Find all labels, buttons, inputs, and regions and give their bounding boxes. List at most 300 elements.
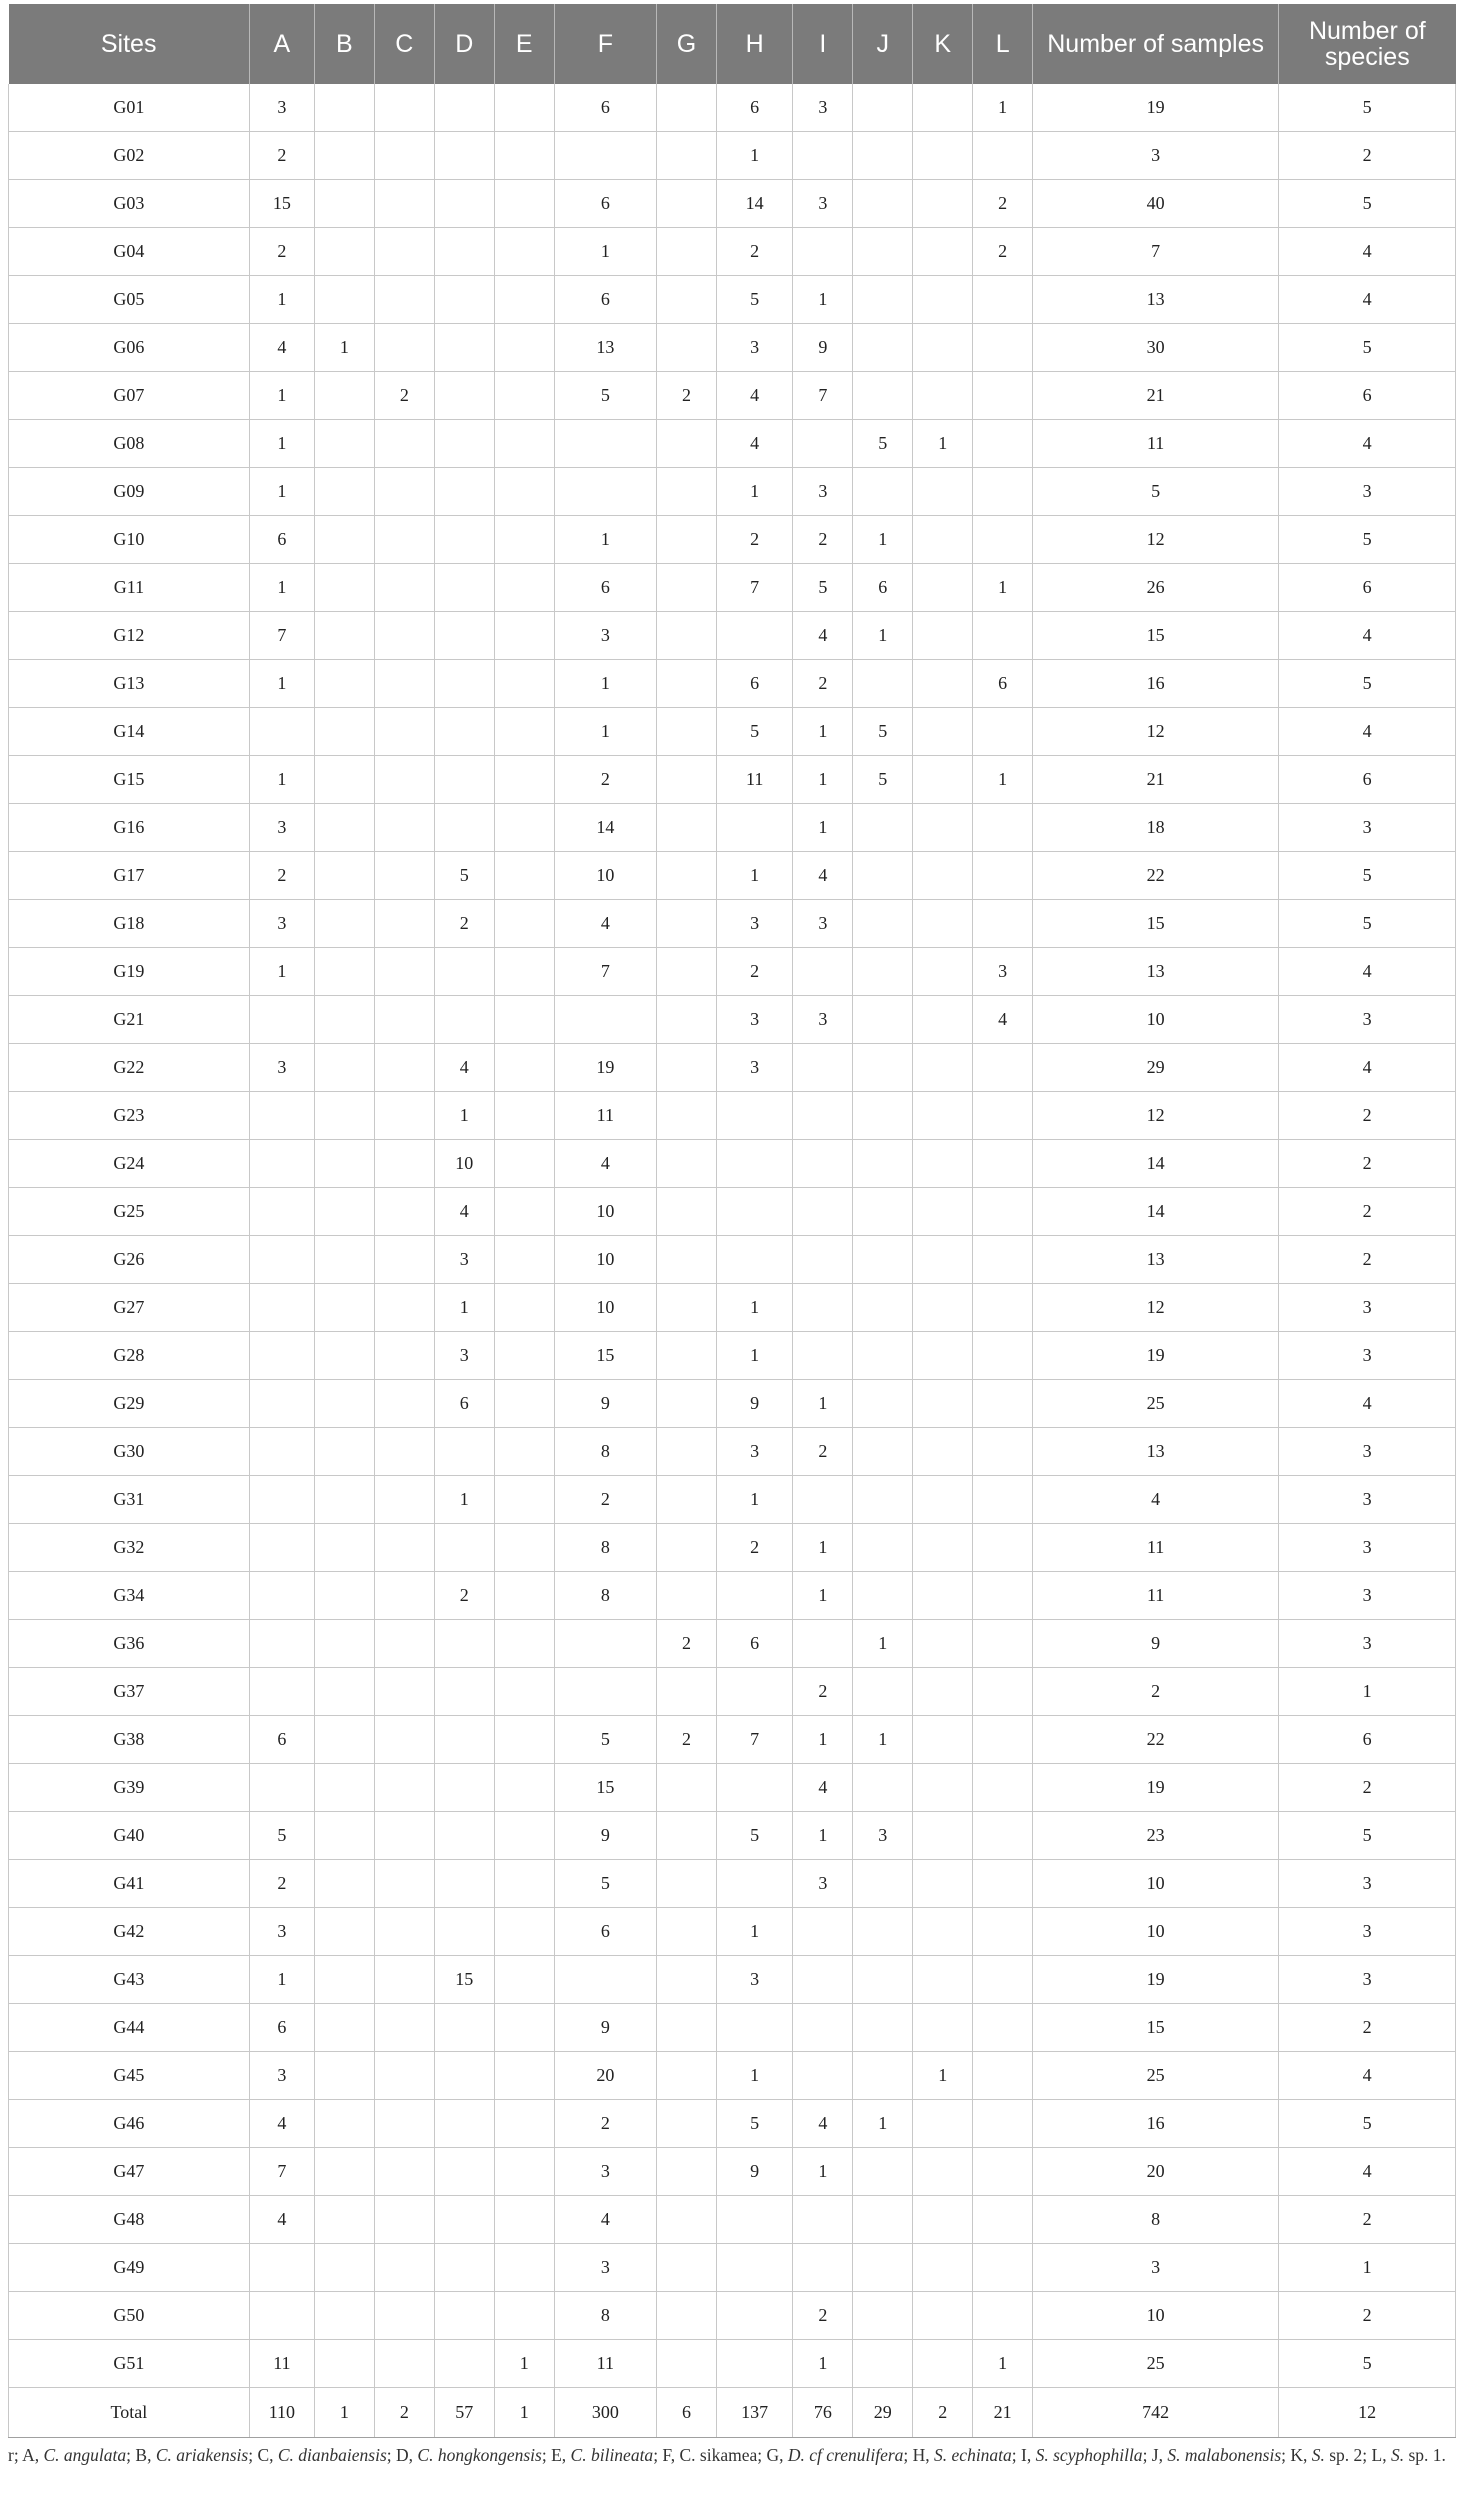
count-cell: 5: [249, 1812, 314, 1860]
count-cell: [434, 2100, 494, 2148]
count-cell: [656, 1860, 716, 1908]
site-cell: G21: [9, 996, 250, 1044]
count-cell: 10: [1033, 2292, 1279, 2340]
column-header: L: [973, 4, 1033, 84]
count-cell: [913, 1620, 973, 1668]
count-cell: 3: [1279, 1956, 1456, 2004]
count-cell: 20: [1033, 2148, 1279, 2196]
footnote-segment: sp. 2; L,: [1324, 2445, 1391, 2465]
footnote-segment: ; D,: [386, 2445, 418, 2465]
site-cell: G47: [9, 2148, 250, 2196]
count-cell: [434, 612, 494, 660]
site-cell: G09: [9, 468, 250, 516]
count-cell: 3: [434, 1332, 494, 1380]
count-cell: [853, 1668, 913, 1716]
table-row: [9, 1284, 1456, 1332]
count-cell: 5: [716, 1812, 792, 1860]
count-cell: 1: [793, 756, 853, 804]
count-cell: [374, 180, 434, 228]
count-cell: [314, 1524, 374, 1572]
count-cell: [973, 1620, 1033, 1668]
count-cell: [853, 2196, 913, 2244]
count-cell: 3: [249, 1044, 314, 1092]
count-cell: [314, 612, 374, 660]
count-cell: [314, 1380, 374, 1428]
count-cell: [249, 1428, 314, 1476]
table-row: [9, 180, 1456, 228]
table-row: [9, 2100, 1456, 2148]
count-cell: [314, 1572, 374, 1620]
table-row: [9, 1092, 1456, 1140]
count-cell: [853, 1332, 913, 1380]
count-cell: [494, 708, 554, 756]
count-cell: 3: [716, 1956, 792, 2004]
count-cell: 4: [793, 612, 853, 660]
count-cell: 1: [853, 1716, 913, 1764]
site-cell: G26: [9, 1236, 250, 1284]
count-cell: [374, 2004, 434, 2052]
count-cell: [853, 372, 913, 420]
table-row: [9, 468, 1456, 516]
count-cell: [853, 276, 913, 324]
count-cell: [314, 1332, 374, 1380]
count-cell: [494, 2292, 554, 2340]
count-cell: [853, 1188, 913, 1236]
count-cell: 1: [716, 1332, 792, 1380]
count-cell: [374, 1188, 434, 1236]
count-cell: 3: [554, 2244, 656, 2292]
footnote-segment: ; K,: [1281, 2445, 1312, 2465]
count-cell: [973, 1908, 1033, 1956]
count-cell: [434, 372, 494, 420]
count-cell: [973, 372, 1033, 420]
table-row: [9, 2148, 1456, 2196]
count-cell: [434, 2340, 494, 2388]
table-row: [9, 1140, 1456, 1188]
count-cell: 3: [1279, 804, 1456, 852]
count-cell: 1: [716, 468, 792, 516]
count-cell: [434, 2052, 494, 2100]
count-cell: [973, 2052, 1033, 2100]
count-cell: 6: [434, 1380, 494, 1428]
count-cell: [494, 1716, 554, 1764]
count-cell: 13: [554, 324, 656, 372]
count-cell: [494, 1380, 554, 1428]
count-cell: [913, 1284, 973, 1332]
count-cell: [913, 948, 973, 996]
count-cell: [853, 1140, 913, 1188]
count-cell: [913, 1812, 973, 1860]
count-cell: 9: [716, 2148, 792, 2196]
count-cell: [374, 228, 434, 276]
count-cell: [314, 1092, 374, 1140]
count-cell: [434, 84, 494, 132]
count-cell: 11: [1033, 1572, 1279, 1620]
count-cell: [656, 516, 716, 564]
count-cell: [913, 372, 973, 420]
count-cell: 4: [249, 324, 314, 372]
count-cell: [656, 1476, 716, 1524]
count-cell: [656, 1428, 716, 1476]
count-cell: [793, 2196, 853, 2244]
count-cell: [656, 1380, 716, 1428]
count-cell: [793, 2052, 853, 2100]
count-cell: [554, 132, 656, 180]
footnote-segment: ; F, C. sikamea; G,: [653, 2445, 788, 2465]
count-cell: [853, 2244, 913, 2292]
count-cell: 10: [1033, 996, 1279, 1044]
count-cell: 3: [973, 948, 1033, 996]
site-cell: G05: [9, 276, 250, 324]
count-cell: [554, 468, 656, 516]
count-cell: 25: [1033, 2052, 1279, 2100]
count-cell: [656, 1044, 716, 1092]
site-cell: G42: [9, 1908, 250, 1956]
count-cell: [314, 1476, 374, 1524]
count-cell: [853, 84, 913, 132]
count-cell: [656, 2196, 716, 2244]
count-cell: [656, 2052, 716, 2100]
count-cell: [249, 1524, 314, 1572]
count-cell: 2: [1279, 1188, 1456, 1236]
count-cell: 5: [434, 852, 494, 900]
count-cell: [793, 1092, 853, 1140]
count-cell: [973, 1764, 1033, 1812]
count-cell: [853, 1380, 913, 1428]
count-cell: 6: [1279, 372, 1456, 420]
count-cell: 19: [1033, 84, 1279, 132]
count-cell: [494, 804, 554, 852]
footnote-segment: D. cf crenulifera: [787, 2445, 904, 2465]
table-row: [9, 1956, 1456, 2004]
site-cell: G15: [9, 756, 250, 804]
count-cell: [853, 180, 913, 228]
count-cell: [374, 1572, 434, 1620]
count-cell: [913, 708, 973, 756]
count-cell: [434, 1908, 494, 1956]
count-cell: 5: [793, 564, 853, 612]
count-cell: [793, 1044, 853, 1092]
count-cell: [913, 1908, 973, 1956]
table-row: [9, 660, 1456, 708]
count-cell: [434, 996, 494, 1044]
count-cell: 2: [249, 1860, 314, 1908]
count-cell: [434, 804, 494, 852]
count-cell: [374, 516, 434, 564]
count-cell: [434, 132, 494, 180]
total-cell: 1: [314, 2388, 374, 2438]
count-cell: 7: [249, 2148, 314, 2196]
count-cell: [249, 1572, 314, 1620]
count-cell: 2: [1033, 1668, 1279, 1716]
table-row: [9, 84, 1456, 132]
table-row: [9, 1572, 1456, 1620]
count-cell: [793, 1476, 853, 1524]
count-cell: 5: [1279, 660, 1456, 708]
count-cell: 16: [1033, 660, 1279, 708]
count-cell: [374, 1668, 434, 1716]
count-cell: [913, 756, 973, 804]
table-row: [9, 564, 1456, 612]
count-cell: 19: [1033, 1332, 1279, 1380]
total-cell: 76: [793, 2388, 853, 2438]
count-cell: 3: [554, 2148, 656, 2196]
count-cell: 2: [249, 228, 314, 276]
count-cell: [793, 1140, 853, 1188]
count-cell: [656, 84, 716, 132]
count-cell: [314, 180, 374, 228]
count-cell: [656, 1956, 716, 2004]
count-cell: [973, 1044, 1033, 1092]
count-cell: 1: [853, 612, 913, 660]
count-cell: [494, 2148, 554, 2196]
site-cell: G38: [9, 1716, 250, 1764]
count-cell: [434, 1620, 494, 1668]
count-cell: [656, 2340, 716, 2388]
count-cell: [656, 2292, 716, 2340]
count-cell: [716, 1860, 792, 1908]
site-cell: G24: [9, 1140, 250, 1188]
count-cell: 14: [1033, 1188, 1279, 1236]
count-cell: 30: [1033, 324, 1279, 372]
count-cell: [434, 948, 494, 996]
count-cell: [494, 1044, 554, 1092]
count-cell: 2: [434, 1572, 494, 1620]
count-cell: 8: [554, 1524, 656, 1572]
count-cell: 6: [716, 1620, 792, 1668]
count-cell: [434, 2004, 494, 2052]
count-cell: [716, 2292, 792, 2340]
count-cell: [554, 1956, 656, 2004]
count-cell: 2: [716, 516, 792, 564]
count-cell: [434, 1428, 494, 1476]
count-cell: [716, 2004, 792, 2052]
count-cell: [656, 180, 716, 228]
count-cell: [716, 1764, 792, 1812]
count-cell: 5: [853, 708, 913, 756]
count-cell: [554, 996, 656, 1044]
count-cell: 1: [853, 516, 913, 564]
count-cell: [314, 420, 374, 468]
count-cell: [973, 2100, 1033, 2148]
count-cell: 16: [1033, 2100, 1279, 2148]
footnote-segment: C. bilineata: [570, 2445, 654, 2465]
count-cell: [434, 1716, 494, 1764]
count-cell: [374, 420, 434, 468]
count-cell: 1: [554, 708, 656, 756]
count-cell: [793, 1284, 853, 1332]
column-header: D: [434, 4, 494, 84]
count-cell: 4: [249, 2196, 314, 2244]
count-cell: 9: [793, 324, 853, 372]
site-cell: G01: [9, 84, 250, 132]
count-cell: 13: [1033, 948, 1279, 996]
total-cell: 21: [973, 2388, 1033, 2438]
count-cell: [374, 1860, 434, 1908]
footnote-segment: r; A,: [8, 2445, 44, 2465]
count-cell: 4: [1279, 2148, 1456, 2196]
count-cell: 2: [656, 1620, 716, 1668]
footnote-segment: C. dianbaiensis: [277, 2445, 387, 2465]
count-cell: [913, 180, 973, 228]
count-cell: [913, 1572, 973, 1620]
count-cell: 3: [434, 1236, 494, 1284]
count-cell: 25: [1033, 1380, 1279, 1428]
site-cell: G08: [9, 420, 250, 468]
count-cell: 3: [1279, 1284, 1456, 1332]
site-cell: G36: [9, 1620, 250, 1668]
count-cell: [793, 948, 853, 996]
count-cell: 5: [1279, 324, 1456, 372]
table-row: [9, 1476, 1456, 1524]
count-cell: [913, 276, 973, 324]
column-header: F: [554, 4, 656, 84]
table-row: [9, 2052, 1456, 2100]
count-cell: [973, 1140, 1033, 1188]
site-cell: G29: [9, 1380, 250, 1428]
count-cell: 4: [1279, 276, 1456, 324]
site-cell: G03: [9, 180, 250, 228]
count-cell: 9: [716, 1380, 792, 1428]
table-body: [9, 84, 1456, 2438]
count-cell: [494, 2196, 554, 2244]
count-cell: 13: [1033, 1428, 1279, 1476]
count-cell: [656, 2244, 716, 2292]
count-cell: [494, 2052, 554, 2100]
count-cell: [494, 1140, 554, 1188]
column-header: C: [374, 4, 434, 84]
count-cell: [913, 660, 973, 708]
count-cell: [913, 132, 973, 180]
table-row: [9, 708, 1456, 756]
count-cell: [374, 2148, 434, 2196]
count-cell: [314, 2004, 374, 2052]
count-cell: 3: [716, 900, 792, 948]
count-cell: 2: [793, 2292, 853, 2340]
count-cell: [656, 564, 716, 612]
count-cell: 1: [434, 1284, 494, 1332]
site-cell: G28: [9, 1332, 250, 1380]
count-cell: [249, 1620, 314, 1668]
column-header: Number of species: [1279, 4, 1456, 84]
total-cell: 300: [554, 2388, 656, 2438]
count-cell: 4: [793, 852, 853, 900]
count-cell: 2: [793, 516, 853, 564]
count-cell: [973, 2244, 1033, 2292]
count-cell: 11: [554, 2340, 656, 2388]
count-cell: 10: [434, 1140, 494, 1188]
count-cell: [853, 228, 913, 276]
count-cell: [716, 2340, 792, 2388]
count-cell: [314, 1284, 374, 1332]
count-cell: 2: [656, 372, 716, 420]
count-cell: 1: [716, 2052, 792, 2100]
count-cell: [494, 1092, 554, 1140]
site-cell: G11: [9, 564, 250, 612]
count-cell: [434, 1812, 494, 1860]
table-row: [9, 324, 1456, 372]
footnote-segment: S.: [1311, 2445, 1325, 2465]
count-cell: [374, 2244, 434, 2292]
table-row: [9, 1236, 1456, 1284]
table-row: [9, 996, 1456, 1044]
count-cell: 3: [1279, 1332, 1456, 1380]
footnote-segment: ; C,: [248, 2445, 278, 2465]
count-cell: [793, 1332, 853, 1380]
count-cell: [656, 900, 716, 948]
count-cell: [913, 1140, 973, 1188]
count-cell: [913, 2340, 973, 2388]
count-cell: [913, 996, 973, 1044]
count-cell: [314, 84, 374, 132]
count-cell: 10: [1033, 1860, 1279, 1908]
count-cell: [494, 1908, 554, 1956]
count-cell: [913, 1428, 973, 1476]
count-cell: [494, 1236, 554, 1284]
count-cell: [913, 2004, 973, 2052]
count-cell: [494, 372, 554, 420]
site-cell: G31: [9, 1476, 250, 1524]
count-cell: [913, 2196, 973, 2244]
count-cell: [374, 1236, 434, 1284]
count-cell: 1: [554, 228, 656, 276]
count-cell: [793, 228, 853, 276]
count-cell: [973, 1284, 1033, 1332]
table-row: [9, 2196, 1456, 2244]
count-cell: 1: [494, 2340, 554, 2388]
count-cell: [314, 2100, 374, 2148]
count-cell: [314, 1620, 374, 1668]
site-cell: G41: [9, 1860, 250, 1908]
count-cell: [374, 852, 434, 900]
count-cell: [973, 516, 1033, 564]
count-cell: 1: [973, 564, 1033, 612]
count-cell: [494, 900, 554, 948]
count-cell: 1: [793, 804, 853, 852]
count-cell: 2: [249, 852, 314, 900]
footnote-segment: C. angulata: [43, 2445, 127, 2465]
count-cell: [793, 1236, 853, 1284]
count-cell: [853, 324, 913, 372]
count-cell: [913, 1476, 973, 1524]
count-cell: [656, 2100, 716, 2148]
count-cell: [973, 1716, 1033, 1764]
count-cell: 8: [554, 1572, 656, 1620]
count-cell: [374, 948, 434, 996]
count-cell: [314, 948, 374, 996]
count-cell: [913, 1092, 973, 1140]
count-cell: [434, 180, 494, 228]
count-cell: [716, 2244, 792, 2292]
count-cell: [973, 708, 1033, 756]
count-cell: 6: [554, 276, 656, 324]
count-cell: 10: [1033, 1908, 1279, 1956]
count-cell: 7: [249, 612, 314, 660]
count-cell: 4: [554, 900, 656, 948]
count-cell: 8: [554, 2292, 656, 2340]
count-cell: 4: [716, 372, 792, 420]
total-cell: 110: [249, 2388, 314, 2438]
table-row: [9, 1764, 1456, 1812]
count-cell: 1: [793, 1812, 853, 1860]
count-cell: [374, 324, 434, 372]
count-cell: 1: [249, 468, 314, 516]
count-cell: 11: [1033, 1524, 1279, 1572]
count-cell: [913, 228, 973, 276]
count-cell: 6: [249, 1716, 314, 1764]
count-cell: [314, 660, 374, 708]
table-row: [9, 1380, 1456, 1428]
